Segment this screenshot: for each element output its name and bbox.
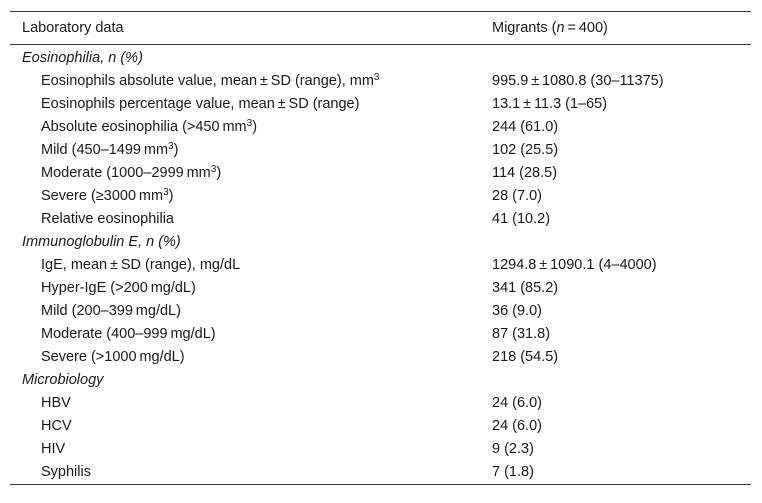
section-title: Immunoglobulin E, n (%) bbox=[22, 234, 181, 250]
table-row bbox=[10, 438, 751, 461]
table-header-row bbox=[10, 12, 751, 44]
table-row bbox=[10, 162, 751, 185]
row-label-text: HIV bbox=[41, 441, 66, 457]
table-row bbox=[10, 254, 751, 277]
table-row bbox=[10, 461, 751, 484]
row-value: 244 (61.0) bbox=[492, 119, 559, 135]
row-label-superscript: 3 bbox=[373, 72, 380, 83]
row-value: 13.1 ± 11.3 (1–65) bbox=[492, 96, 608, 112]
row-label-superscript: 3 bbox=[163, 187, 169, 198]
row-label-suffix: ) bbox=[168, 188, 174, 204]
row-label bbox=[10, 162, 492, 185]
row-value: 218 (54.5) bbox=[492, 349, 559, 365]
table-row bbox=[10, 139, 751, 162]
row-label-text: Moderate (1000–2999 mm bbox=[41, 165, 211, 181]
row-label-text: Eosinophils absolute value, mean ± SD (range), mm bbox=[41, 73, 374, 89]
header-value-prefix: Migrants ( bbox=[492, 20, 557, 36]
section-header-row bbox=[10, 369, 751, 392]
row-label-superscript: 3 bbox=[210, 164, 217, 175]
table-bottom-rule bbox=[10, 484, 751, 485]
table-row bbox=[10, 277, 751, 300]
row-label bbox=[10, 346, 492, 369]
row-label bbox=[10, 392, 492, 415]
row-label-text: Severe (≥3000 mm bbox=[41, 188, 164, 204]
row-label-superscript: 3 bbox=[168, 141, 174, 152]
row-label-text: Relative eosinophilia bbox=[41, 211, 174, 227]
table-row bbox=[10, 346, 751, 369]
row-label-text: Hyper-IgE (>200 mg/dL) bbox=[41, 280, 196, 296]
row-label-text: Mild (200–399 mg/dL) bbox=[41, 303, 181, 319]
laboratory-data-table bbox=[10, 11, 751, 485]
table-row bbox=[10, 185, 751, 208]
row-label bbox=[10, 70, 492, 93]
table-row bbox=[10, 415, 751, 438]
row-label-text: Syphilis bbox=[41, 464, 91, 480]
section-header-row bbox=[10, 231, 751, 254]
row-value: 41 (10.2) bbox=[492, 211, 551, 227]
row-label-suffix: ) bbox=[252, 119, 258, 135]
section-title: Eosinophilia, n (%) bbox=[22, 50, 143, 66]
row-value: 28 (7.0) bbox=[492, 188, 542, 204]
table-row bbox=[10, 93, 751, 116]
section-header-row bbox=[10, 47, 751, 70]
row-value: 114 (28.5) bbox=[492, 165, 558, 181]
row-label-text: Mild (450–1499 mm bbox=[41, 142, 169, 158]
row-label bbox=[10, 139, 492, 162]
row-label bbox=[10, 438, 492, 461]
header-value-column bbox=[492, 12, 751, 44]
row-label-suffix: ) bbox=[173, 142, 179, 158]
row-label bbox=[10, 415, 492, 438]
row-label bbox=[10, 116, 492, 139]
row-value: 24 (6.0) bbox=[492, 395, 542, 411]
row-label-text: Absolute eosinophilia (>450 mm bbox=[41, 119, 247, 135]
table-row bbox=[10, 116, 751, 139]
header-value-suffix: = 400) bbox=[564, 20, 608, 36]
row-value: 24 (6.0) bbox=[492, 418, 542, 434]
row-value: 995.9 ± 1080.8 (30–11375) bbox=[492, 73, 664, 89]
table-row bbox=[10, 392, 751, 415]
header-label-column: Laboratory data bbox=[22, 20, 124, 36]
table-row bbox=[10, 300, 751, 323]
table-row bbox=[10, 323, 751, 346]
table-row bbox=[10, 208, 751, 231]
table-row bbox=[10, 70, 751, 93]
row-label bbox=[10, 323, 492, 346]
header-value-n: n bbox=[556, 20, 565, 36]
row-value: 102 (25.5) bbox=[492, 142, 559, 158]
row-value: 7 (1.8) bbox=[492, 464, 534, 480]
row-label-text: Severe (>1000 mg/dL) bbox=[41, 349, 185, 365]
row-label bbox=[10, 208, 492, 231]
row-label-suffix: ) bbox=[216, 165, 222, 181]
section-title: Microbiology bbox=[22, 372, 104, 388]
row-value: 9 (2.3) bbox=[492, 441, 534, 457]
row-value: 36 (9.0) bbox=[492, 303, 542, 319]
row-value: 341 (85.2) bbox=[492, 280, 559, 296]
row-label-text: HCV bbox=[41, 418, 72, 434]
row-label-text: HBV bbox=[41, 395, 71, 411]
row-value: 87 (31.8) bbox=[492, 326, 551, 342]
row-label bbox=[10, 185, 492, 208]
row-label bbox=[10, 254, 492, 277]
row-value: 1294.8 ± 1090.1 (4–4000) bbox=[492, 257, 657, 273]
row-label bbox=[10, 300, 492, 323]
row-label-text: IgE, mean ± SD (range), mg/dL bbox=[41, 257, 241, 273]
row-label-superscript: 3 bbox=[246, 118, 253, 129]
row-label-text: Eosinophils percentage value, mean ± SD (range) bbox=[41, 96, 360, 112]
row-label bbox=[10, 461, 492, 484]
row-label bbox=[10, 277, 492, 300]
table-body bbox=[10, 47, 751, 484]
row-label bbox=[10, 93, 492, 116]
row-label-text: Moderate (400–999 mg/dL) bbox=[41, 326, 216, 342]
